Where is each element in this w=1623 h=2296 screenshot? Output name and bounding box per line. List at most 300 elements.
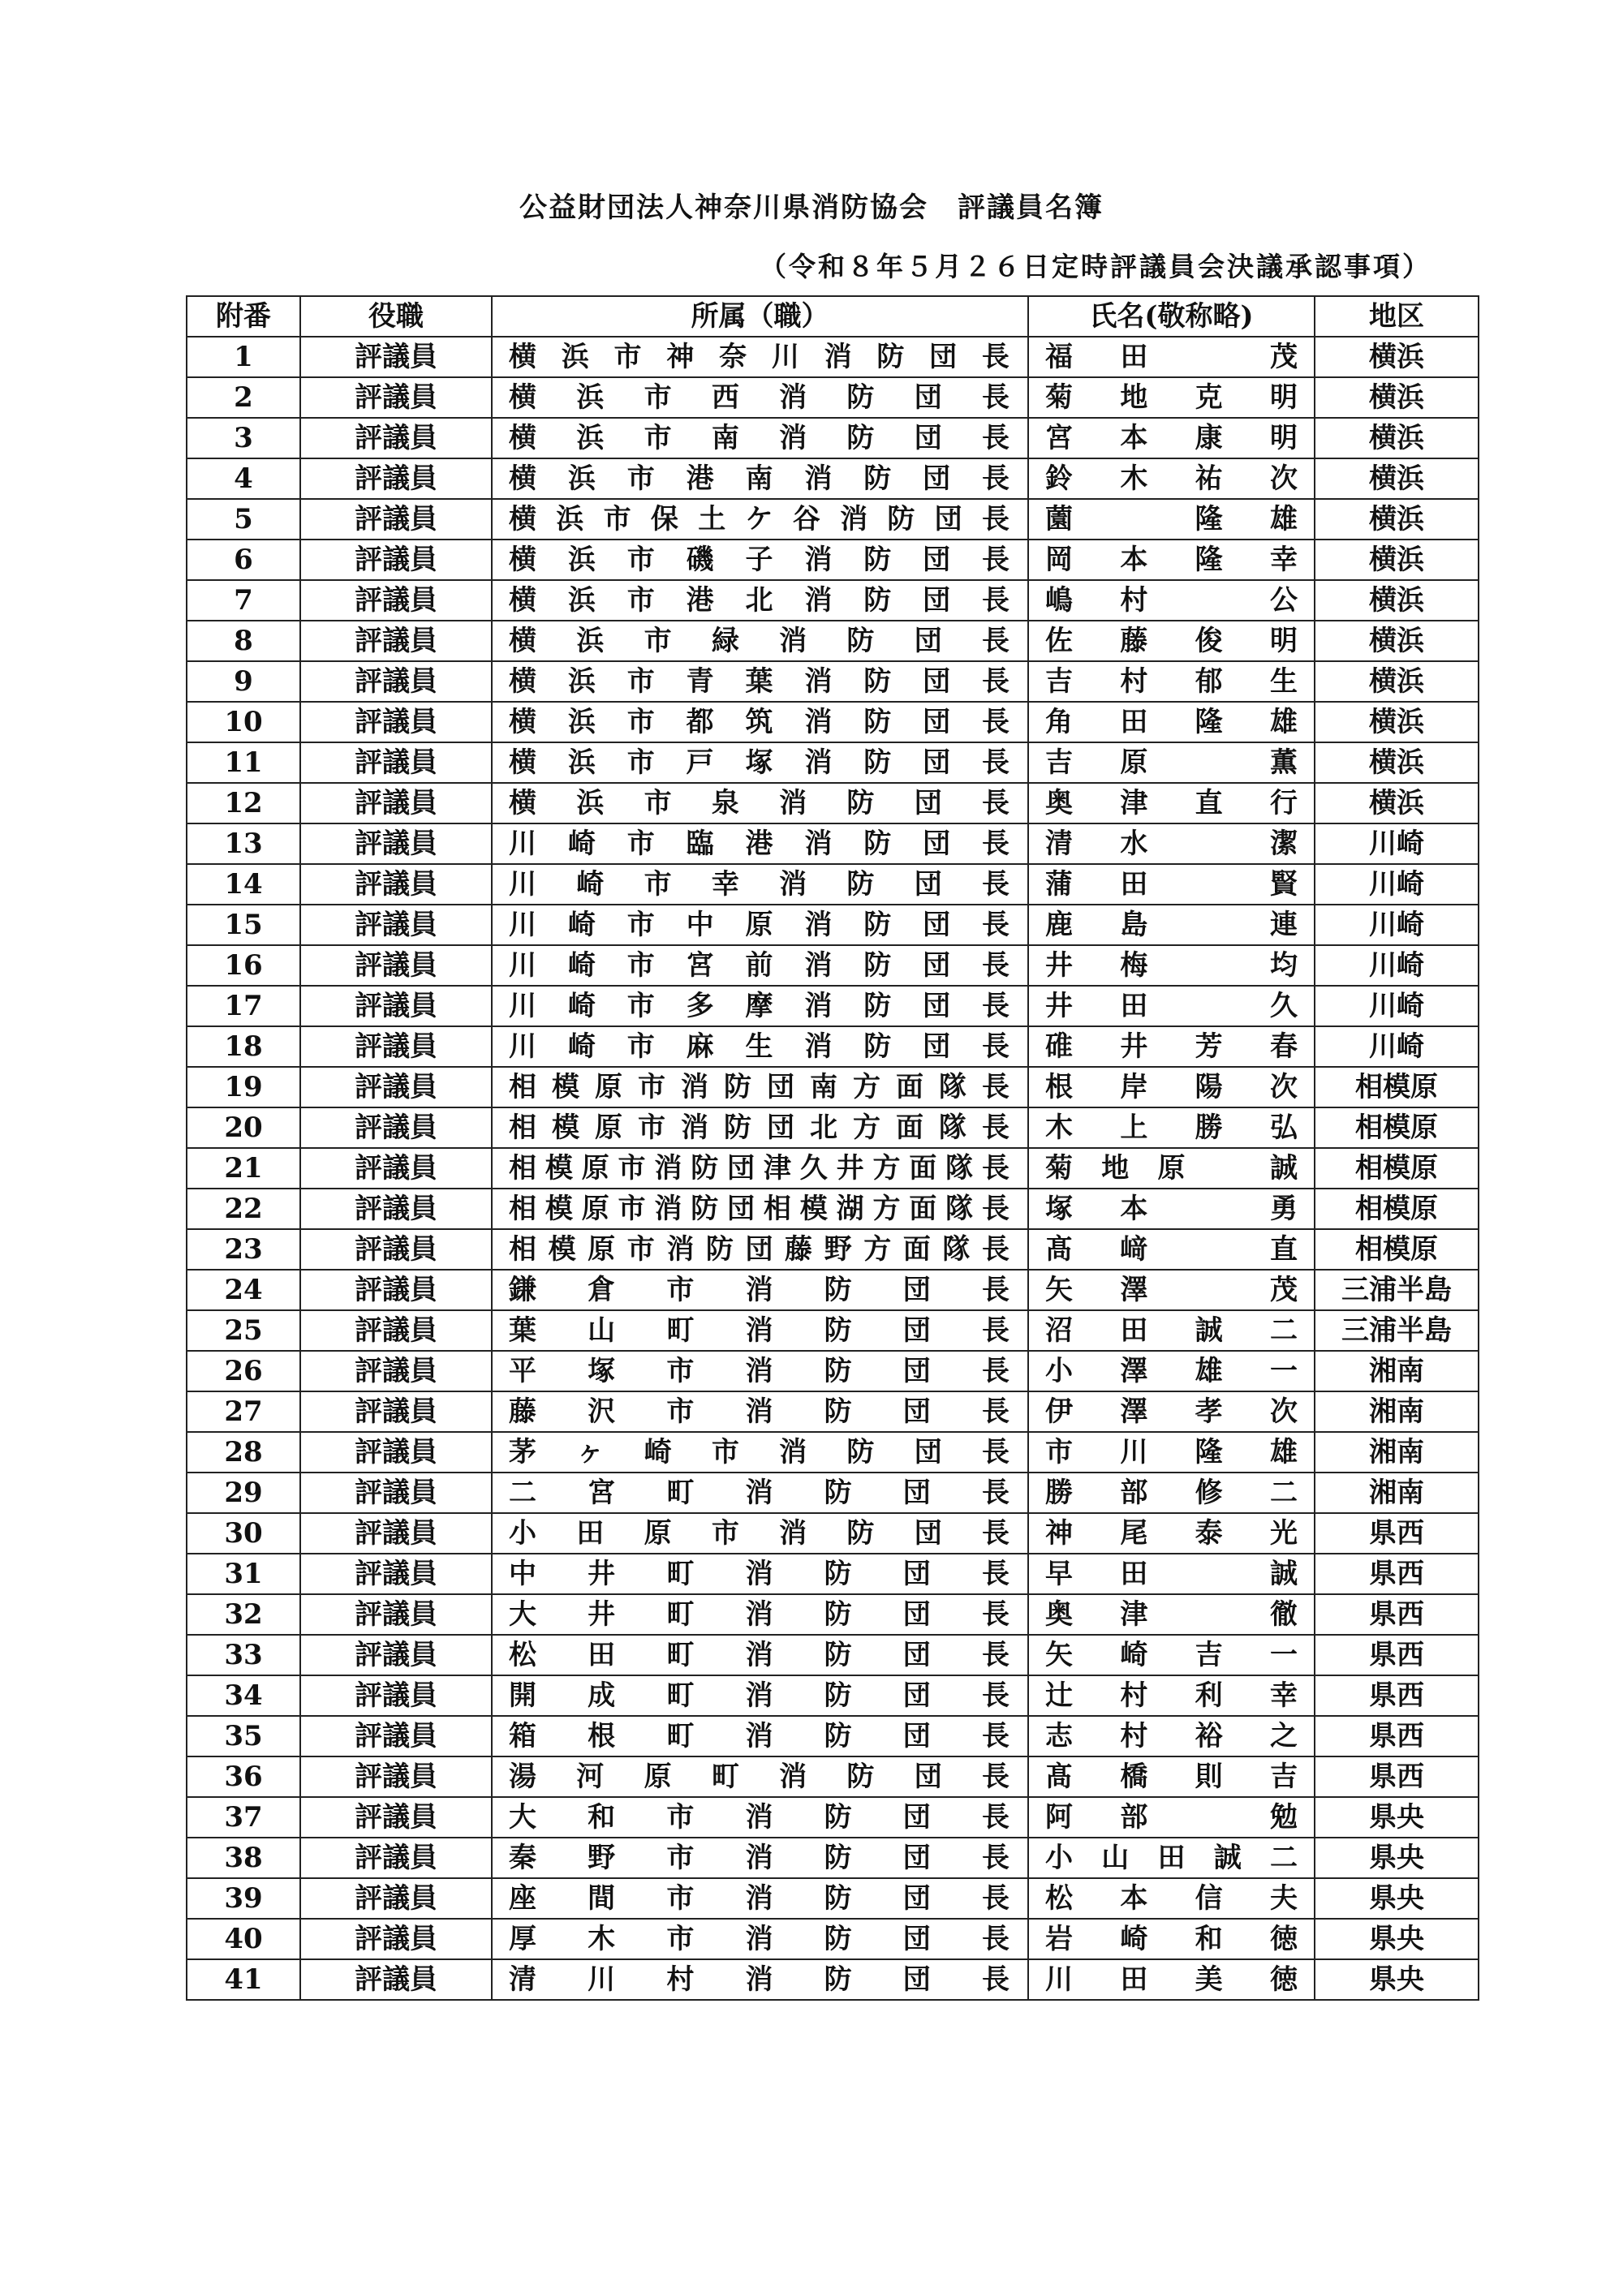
cell-affiliation xyxy=(492,1391,1028,1432)
cell-affiliation xyxy=(492,1513,1028,1554)
cell-affiliation xyxy=(492,986,1028,1026)
cell-affiliation xyxy=(492,783,1028,823)
name-text xyxy=(1045,1676,1298,1715)
cell-district: 湘南 xyxy=(1315,1432,1479,1473)
cell-name xyxy=(1028,621,1315,661)
name-text xyxy=(1045,581,1298,620)
name-char: 誠 xyxy=(1270,1152,1298,1185)
cell-district: 横浜 xyxy=(1315,540,1479,580)
name-char: 津 xyxy=(1120,787,1148,819)
table-row xyxy=(187,1513,1479,1554)
table-row xyxy=(187,1067,1479,1107)
name-text xyxy=(1045,1108,1298,1147)
name-text xyxy=(1045,1068,1298,1107)
affiliation-text: 中 井 町 消 防 団 長 xyxy=(509,1558,1010,1590)
name-text xyxy=(1045,540,1298,579)
cell-role: 評議員 xyxy=(300,742,492,783)
name-char: 宮 xyxy=(1045,422,1073,454)
table-row xyxy=(187,1959,1479,2000)
table-row xyxy=(187,1594,1479,1635)
cell-affiliation xyxy=(492,905,1028,945)
name-char: 田 xyxy=(1120,706,1148,738)
name-char: 角 xyxy=(1045,706,1073,738)
table-row xyxy=(187,458,1479,499)
cell-name xyxy=(1028,1473,1315,1513)
cell-name xyxy=(1028,1107,1315,1148)
cell-name xyxy=(1028,458,1315,499)
cell-number: 29 xyxy=(187,1473,300,1513)
cell-role: 評議員 xyxy=(300,1148,492,1189)
name-char: 吉 xyxy=(1195,1639,1223,1671)
name-char: 橋 xyxy=(1120,1761,1148,1793)
name-text xyxy=(1045,1149,1298,1188)
cell-district: 湘南 xyxy=(1315,1391,1479,1432)
affiliation-text: 箱 根 町 消 防 団 長 xyxy=(509,1720,1010,1752)
name-char: 矢 xyxy=(1045,1639,1073,1671)
name-char: 蒲 xyxy=(1045,868,1073,901)
table-row xyxy=(187,540,1479,580)
cell-role: 評議員 xyxy=(300,1959,492,2000)
name-char: 水 xyxy=(1120,828,1148,860)
cell-role: 評議員 xyxy=(300,986,492,1026)
name-text xyxy=(1045,1473,1298,1512)
cell-district: 川崎 xyxy=(1315,945,1479,986)
cell-number: 14 xyxy=(187,864,300,905)
name-char: 徳 xyxy=(1269,1963,1298,1996)
name-char: 部 xyxy=(1120,1801,1148,1834)
cell-name xyxy=(1028,1919,1315,1959)
cell-affiliation xyxy=(492,1189,1028,1229)
name-char: 雄 xyxy=(1269,1436,1298,1468)
cell-role: 評議員 xyxy=(300,1473,492,1513)
cell-number: 32 xyxy=(187,1594,300,1635)
name-char: 村 xyxy=(1120,1720,1148,1752)
table-row xyxy=(187,702,1479,742)
name-char: 地 xyxy=(1120,381,1148,414)
name-char: 公 xyxy=(1269,584,1298,617)
affiliation-text: 横 浜 市 戸 塚 消 防 団 長 xyxy=(509,746,1010,779)
cell-number: 10 xyxy=(187,702,300,742)
cell-role: 評議員 xyxy=(300,1919,492,1959)
name-char: 吉 xyxy=(1269,1761,1298,1793)
cell-role: 評議員 xyxy=(300,337,492,377)
name-text xyxy=(1045,946,1298,985)
name-char: 直 xyxy=(1269,1233,1298,1266)
cell-name xyxy=(1028,1432,1315,1473)
cell-affiliation xyxy=(492,823,1028,864)
name-char: 二 xyxy=(1269,1314,1298,1347)
header-number: 附番 xyxy=(187,296,300,337)
name-char: 岩 xyxy=(1045,1923,1073,1955)
name-char: 志 xyxy=(1045,1720,1073,1752)
cell-district: 横浜 xyxy=(1315,377,1479,418)
cell-name xyxy=(1028,1756,1315,1797)
cell-name xyxy=(1028,580,1315,621)
name-text xyxy=(1045,1717,1298,1756)
table-row xyxy=(187,783,1479,823)
table-row xyxy=(187,1148,1479,1189)
cell-role: 評議員 xyxy=(300,1351,492,1391)
name-char: 徳 xyxy=(1269,1923,1298,1955)
name-char: 奥 xyxy=(1045,1598,1073,1631)
cell-role: 評議員 xyxy=(300,945,492,986)
cell-role: 評議員 xyxy=(300,783,492,823)
table-row xyxy=(187,337,1479,377)
cell-affiliation xyxy=(492,1229,1028,1270)
cell-name xyxy=(1028,1554,1315,1594)
cell-role: 評議員 xyxy=(300,1554,492,1594)
cell-name xyxy=(1028,1959,1315,2000)
cell-district: 県西 xyxy=(1315,1594,1479,1635)
cell-number: 34 xyxy=(187,1675,300,1716)
affiliation-text: 秦 野 市 消 防 団 長 xyxy=(509,1842,1010,1874)
name-text xyxy=(1045,1636,1298,1675)
cell-district: 三浦半島 xyxy=(1315,1270,1479,1310)
name-char: 薫 xyxy=(1269,746,1298,779)
affiliation-text: 平 塚 市 消 防 団 長 xyxy=(509,1355,1010,1387)
cell-affiliation xyxy=(492,1310,1028,1351)
cell-name xyxy=(1028,661,1315,702)
cell-name xyxy=(1028,945,1315,986)
name-char: 陽 xyxy=(1195,1071,1223,1103)
name-char: 勝 xyxy=(1195,1111,1223,1144)
cell-number: 16 xyxy=(187,945,300,986)
cell-affiliation xyxy=(492,1675,1028,1716)
cell-number: 25 xyxy=(187,1310,300,1351)
cell-affiliation xyxy=(492,1797,1028,1838)
name-char: 川 xyxy=(1045,1963,1073,1996)
name-char: 徹 xyxy=(1269,1598,1298,1631)
name-text xyxy=(1045,1271,1298,1309)
name-char: 勉 xyxy=(1269,1801,1298,1834)
page-title: 公益財団法人神奈川県消防協会 評議員名簿 xyxy=(519,191,1104,224)
name-char: 雄 xyxy=(1195,1355,1223,1387)
name-char: 孝 xyxy=(1195,1395,1223,1428)
cell-number: 36 xyxy=(187,1756,300,1797)
name-char: 小 xyxy=(1045,1355,1073,1387)
cell-district: 相模原 xyxy=(1315,1067,1479,1107)
name-char: 誠 xyxy=(1213,1842,1242,1874)
cell-number: 41 xyxy=(187,1959,300,2000)
cell-affiliation xyxy=(492,1270,1028,1310)
cell-district: 県西 xyxy=(1315,1554,1479,1594)
name-text xyxy=(1045,459,1298,498)
name-char: 明 xyxy=(1269,625,1298,657)
cell-district: 横浜 xyxy=(1315,580,1479,621)
cell-district: 横浜 xyxy=(1315,742,1479,783)
name-char: 雄 xyxy=(1269,706,1298,738)
cell-number: 12 xyxy=(187,783,300,823)
affiliation-text: 横 浜 市 保 土 ケ 谷 消 防 団 長 xyxy=(509,503,1010,535)
cell-affiliation xyxy=(492,1351,1028,1391)
cell-district: 県央 xyxy=(1315,1878,1479,1919)
affiliation-text: 相 模 原 市 消 防 団 藤 野 方 面 隊 長 xyxy=(509,1233,1010,1266)
cell-affiliation xyxy=(492,377,1028,418)
cell-name xyxy=(1028,864,1315,905)
cell-name xyxy=(1028,1351,1315,1391)
name-char: 泰 xyxy=(1195,1517,1223,1550)
name-char: 修 xyxy=(1195,1477,1223,1509)
cell-role: 評議員 xyxy=(300,458,492,499)
affiliation-text: 横 浜 市 港 南 消 防 団 長 xyxy=(509,462,1010,495)
table-row xyxy=(187,1270,1479,1310)
name-char: 直 xyxy=(1195,787,1223,819)
name-char: 久 xyxy=(1269,990,1298,1022)
affiliation-text: 葉 山 町 消 防 団 長 xyxy=(509,1314,1010,1347)
name-char: 市 xyxy=(1045,1436,1073,1468)
cell-affiliation xyxy=(492,1959,1028,2000)
name-char: 上 xyxy=(1120,1111,1148,1144)
cell-role: 評議員 xyxy=(300,1838,492,1878)
header-district: 地区 xyxy=(1315,296,1479,337)
cell-name xyxy=(1028,1189,1315,1229)
table-row xyxy=(187,945,1479,986)
name-char: 弘 xyxy=(1269,1111,1298,1144)
name-char: 吉 xyxy=(1045,746,1073,779)
table-row xyxy=(187,1351,1479,1391)
name-char: 雄 xyxy=(1269,503,1298,535)
cell-role: 評議員 xyxy=(300,621,492,661)
name-char: 塚 xyxy=(1045,1193,1073,1225)
name-text xyxy=(1045,1230,1298,1269)
cell-affiliation xyxy=(492,1473,1028,1513)
cell-number: 21 xyxy=(187,1148,300,1189)
table-row xyxy=(187,1229,1479,1270)
cell-role: 評議員 xyxy=(300,580,492,621)
name-char: 原 xyxy=(1157,1152,1186,1185)
cell-district: 川崎 xyxy=(1315,864,1479,905)
cell-district: 三浦半島 xyxy=(1315,1310,1479,1351)
cell-number: 33 xyxy=(187,1635,300,1675)
name-char: 神 xyxy=(1045,1517,1073,1550)
cell-number: 22 xyxy=(187,1189,300,1229)
name-char: 菊 xyxy=(1045,1152,1073,1185)
cell-number: 38 xyxy=(187,1838,300,1878)
name-char: 夫 xyxy=(1269,1882,1298,1915)
name-text xyxy=(1045,1189,1298,1228)
cell-district: 横浜 xyxy=(1315,499,1479,540)
cell-name xyxy=(1028,1878,1315,1919)
name-text xyxy=(1045,1392,1298,1431)
name-char: 村 xyxy=(1120,584,1148,617)
cell-district: 県央 xyxy=(1315,1959,1479,2000)
cell-number: 23 xyxy=(187,1229,300,1270)
cell-district: 川崎 xyxy=(1315,1026,1479,1067)
cell-affiliation xyxy=(492,1635,1028,1675)
cell-role: 評議員 xyxy=(300,1432,492,1473)
name-text xyxy=(1045,987,1298,1025)
name-char: 勝 xyxy=(1045,1477,1073,1509)
table-row xyxy=(187,986,1479,1026)
cell-role: 評議員 xyxy=(300,1878,492,1919)
name-char: 克 xyxy=(1195,381,1223,414)
name-char: 裕 xyxy=(1195,1720,1223,1752)
cell-role: 評議員 xyxy=(300,702,492,742)
cell-name xyxy=(1028,1310,1315,1351)
name-char: 奥 xyxy=(1045,787,1073,819)
name-text xyxy=(1045,824,1298,863)
name-text xyxy=(1045,784,1298,823)
name-char: 利 xyxy=(1195,1679,1223,1712)
table-row xyxy=(187,1189,1479,1229)
name-char: 伊 xyxy=(1045,1395,1073,1428)
cell-name xyxy=(1028,337,1315,377)
name-char: 明 xyxy=(1269,381,1298,414)
cell-affiliation xyxy=(492,1067,1028,1107)
cell-district: 県西 xyxy=(1315,1635,1479,1675)
cell-district: 県西 xyxy=(1315,1756,1479,1797)
name-char: 田 xyxy=(1120,1314,1148,1347)
name-char: 賢 xyxy=(1269,868,1298,901)
name-char: 隆 xyxy=(1195,1436,1223,1468)
cell-affiliation xyxy=(492,418,1028,458)
cell-number: 35 xyxy=(187,1716,300,1756)
cell-role: 評議員 xyxy=(300,1107,492,1148)
cell-affiliation xyxy=(492,1026,1028,1067)
cell-name xyxy=(1028,905,1315,945)
name-char: 一 xyxy=(1269,1639,1298,1671)
cell-district: 県西 xyxy=(1315,1513,1479,1554)
name-char: 均 xyxy=(1269,949,1298,982)
name-char: 髙 xyxy=(1045,1761,1073,1793)
cell-district: 湘南 xyxy=(1315,1351,1479,1391)
name-text xyxy=(1045,1514,1298,1553)
name-char: 吉 xyxy=(1045,665,1073,698)
table-row xyxy=(187,1919,1479,1959)
cell-number: 5 xyxy=(187,499,300,540)
name-char: 俊 xyxy=(1195,625,1223,657)
affiliation-text: 横 浜 市 緑 消 防 団 長 xyxy=(509,625,1010,657)
cell-number: 13 xyxy=(187,823,300,864)
table-row xyxy=(187,661,1479,702)
cell-affiliation xyxy=(492,1756,1028,1797)
cell-name xyxy=(1028,1391,1315,1432)
cell-affiliation xyxy=(492,702,1028,742)
table-row xyxy=(187,499,1479,540)
cell-affiliation xyxy=(492,1148,1028,1189)
cell-name xyxy=(1028,1716,1315,1756)
affiliation-text: 大 和 市 消 防 団 長 xyxy=(509,1801,1010,1834)
cell-affiliation xyxy=(492,1838,1028,1878)
name-char: 村 xyxy=(1120,1679,1148,1712)
cell-number: 17 xyxy=(187,986,300,1026)
table-row xyxy=(187,1391,1479,1432)
cell-name xyxy=(1028,540,1315,580)
name-text xyxy=(1045,1757,1298,1796)
cell-district: 横浜 xyxy=(1315,783,1479,823)
affiliation-text: 二 宮 町 消 防 団 長 xyxy=(509,1477,1010,1509)
name-char: 井 xyxy=(1045,990,1073,1022)
name-text xyxy=(1045,1960,1298,1999)
table-row xyxy=(187,1878,1479,1919)
table-row xyxy=(187,823,1479,864)
cell-role: 評議員 xyxy=(300,864,492,905)
cell-name xyxy=(1028,783,1315,823)
name-char: 木 xyxy=(1120,462,1148,495)
name-text xyxy=(1045,1920,1298,1958)
affiliation-text: 横 浜 市 神 奈 川 消 防 団 長 xyxy=(509,341,1010,373)
name-char: 矢 xyxy=(1045,1274,1073,1306)
cell-name xyxy=(1028,1675,1315,1716)
cell-affiliation xyxy=(492,1554,1028,1594)
table-row xyxy=(187,1635,1479,1675)
cell-role: 評議員 xyxy=(300,540,492,580)
table-row xyxy=(187,1838,1479,1878)
cell-name xyxy=(1028,1838,1315,1878)
name-char: 茂 xyxy=(1269,341,1298,373)
affiliation-text: 横 浜 市 西 消 防 団 長 xyxy=(509,381,1010,414)
table-row xyxy=(187,1432,1479,1473)
table-row xyxy=(187,580,1479,621)
cell-role: 評議員 xyxy=(300,1189,492,1229)
name-char: 光 xyxy=(1269,1517,1298,1550)
page-subtitle: （令和８年５月２６日定時評議員会決議承認事項） xyxy=(760,251,1431,282)
cell-number: 19 xyxy=(187,1067,300,1107)
affiliation-text: 茅 ヶ 崎 市 消 防 団 長 xyxy=(509,1436,1010,1468)
table-row xyxy=(187,377,1479,418)
name-char: 木 xyxy=(1045,1111,1073,1144)
affiliation-text: 横 浜 市 泉 消 防 団 長 xyxy=(509,787,1010,819)
cell-affiliation xyxy=(492,1107,1028,1148)
name-char: 崎 xyxy=(1120,1923,1148,1955)
cell-district: 横浜 xyxy=(1315,621,1479,661)
affiliation-text: 相 模 原 市 消 防 団 南 方 面 隊 長 xyxy=(509,1071,1010,1103)
name-char: 次 xyxy=(1269,1071,1298,1103)
name-char: 隆 xyxy=(1195,706,1223,738)
name-char: 則 xyxy=(1195,1761,1223,1793)
name-text xyxy=(1045,743,1298,782)
name-text xyxy=(1045,1433,1298,1472)
name-text xyxy=(1045,1595,1298,1634)
table-row xyxy=(187,1026,1479,1067)
cell-number: 31 xyxy=(187,1554,300,1594)
cell-name xyxy=(1028,1148,1315,1189)
name-char: 祐 xyxy=(1195,462,1223,495)
cell-name xyxy=(1028,1513,1315,1554)
name-char: 郁 xyxy=(1195,665,1223,698)
cell-role: 評議員 xyxy=(300,1513,492,1554)
cell-role: 評議員 xyxy=(300,499,492,540)
cell-number: 8 xyxy=(187,621,300,661)
table-header xyxy=(187,296,1479,337)
name-char: 生 xyxy=(1269,665,1298,698)
name-char: 澤 xyxy=(1120,1274,1148,1306)
name-char: 誠 xyxy=(1195,1314,1223,1347)
affiliation-text: 相 模 原 市 消 防 団 相 模 湖 方 面 隊 長 xyxy=(509,1193,1010,1225)
cell-district: 県西 xyxy=(1315,1716,1479,1756)
name-char: 本 xyxy=(1120,544,1148,576)
name-text xyxy=(1045,662,1298,701)
table-row xyxy=(187,1473,1479,1513)
name-char: 鹿 xyxy=(1045,909,1073,941)
name-char: 部 xyxy=(1120,1477,1148,1509)
name-char: 﨑 xyxy=(1120,1233,1148,1266)
affiliation-text: 相 模 原 市 消 防 団 津 久 井 方 面 隊 長 xyxy=(509,1152,1010,1185)
name-char: 誠 xyxy=(1269,1558,1298,1590)
affiliation-text: 鎌 倉 市 消 防 団 長 xyxy=(509,1274,1010,1306)
table-row xyxy=(187,1716,1479,1756)
cell-number: 3 xyxy=(187,418,300,458)
cell-district: 県央 xyxy=(1315,1838,1479,1878)
cell-district: 相模原 xyxy=(1315,1189,1479,1229)
name-char: 幸 xyxy=(1269,544,1298,576)
cell-role: 評議員 xyxy=(300,1675,492,1716)
cell-number: 6 xyxy=(187,540,300,580)
name-char: 川 xyxy=(1120,1436,1148,1468)
cell-role: 評議員 xyxy=(300,661,492,702)
name-char: 田 xyxy=(1120,868,1148,901)
affiliation-text: 開 成 町 消 防 団 長 xyxy=(509,1679,1010,1712)
